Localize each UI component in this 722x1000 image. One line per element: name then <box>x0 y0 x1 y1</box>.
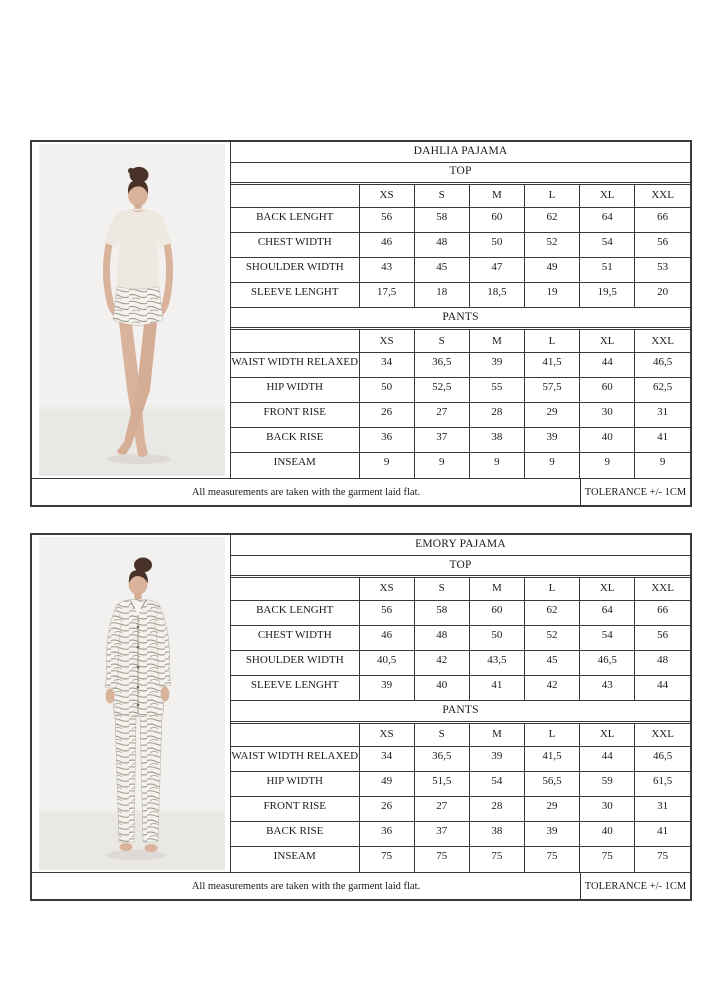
measurement-value: 44 <box>580 746 635 771</box>
measurement-value: 43,5 <box>469 651 524 676</box>
measurement-value: 31 <box>635 403 690 428</box>
measurement-value: 27 <box>414 797 469 822</box>
measurement-label: CHEST WIDTH <box>231 232 359 257</box>
size-header-blank <box>231 329 359 353</box>
measurement-value: 48 <box>635 651 690 676</box>
size-header-cell: XL <box>580 329 635 353</box>
size-header-cell: XXL <box>635 183 690 207</box>
measurement-value: 26 <box>359 797 414 822</box>
dahlia-photo-illustration <box>39 144 225 476</box>
measurement-value: 38 <box>469 822 524 847</box>
measurement-label: HIP WIDTH <box>231 378 359 403</box>
measurement-value: 39 <box>524 822 579 847</box>
measurement-value: 64 <box>580 600 635 625</box>
measurement-value: 75 <box>580 847 635 872</box>
section-top-title: TOP <box>231 555 690 576</box>
measurement-value: 30 <box>580 403 635 428</box>
measurement-value: 75 <box>414 847 469 872</box>
measurement-value: 19 <box>524 282 579 307</box>
section-top-title: TOP <box>231 162 690 183</box>
measurement-label: BACK RISE <box>231 428 359 453</box>
measurement-value: 60 <box>469 207 524 232</box>
measurement-value: 56 <box>359 207 414 232</box>
measurement-value: 36 <box>359 822 414 847</box>
measurement-value: 62 <box>524 207 579 232</box>
measurement-value: 42 <box>524 676 579 701</box>
measurement-value: 45 <box>414 257 469 282</box>
measurement-label: SHOULDER WIDTH <box>231 651 359 676</box>
measurement-row <box>231 428 690 453</box>
measurement-label: SHOULDER WIDTH <box>231 257 359 282</box>
measurement-value: 51,5 <box>414 771 469 796</box>
table-title: EMORY PAJAMA <box>231 535 690 555</box>
size-header-cell: XXL <box>635 329 690 353</box>
measurement-value: 39 <box>469 353 524 378</box>
size-header-row <box>231 183 690 207</box>
measurement-value: 36,5 <box>414 353 469 378</box>
measurement-value: 41,5 <box>524 353 579 378</box>
measurement-value: 75 <box>359 847 414 872</box>
measurement-value: 34 <box>359 353 414 378</box>
measurement-value: 60 <box>469 600 524 625</box>
measurement-value: 75 <box>635 847 690 872</box>
measurement-label: BACK RISE <box>231 822 359 847</box>
size-header-cell: L <box>524 329 579 353</box>
size-header-cell: S <box>414 722 469 746</box>
measurement-value: 39 <box>469 746 524 771</box>
measurement-label: BACK LENGHT <box>231 207 359 232</box>
measurement-value: 53 <box>635 257 690 282</box>
measurement-value: 39 <box>524 428 579 453</box>
size-header-row <box>231 576 690 600</box>
measurement-value: 62,5 <box>635 378 690 403</box>
measurement-row <box>231 847 690 872</box>
measurement-value: 26 <box>359 403 414 428</box>
table-title: DAHLIA PAJAMA <box>231 142 690 162</box>
measurement-row <box>231 232 690 257</box>
measurement-value: 52 <box>524 626 579 651</box>
measurement-value: 41,5 <box>524 746 579 771</box>
measurement-row <box>231 207 690 232</box>
size-chart-dahlia <box>30 140 692 507</box>
measurement-value: 45 <box>524 651 579 676</box>
measurement-value: 41 <box>469 676 524 701</box>
measurement-row <box>231 403 690 428</box>
size-header-cell: M <box>469 183 524 207</box>
measurement-value: 9 <box>524 453 579 478</box>
measurement-row <box>231 282 690 307</box>
measurement-value: 48 <box>414 626 469 651</box>
measurement-value: 38 <box>469 428 524 453</box>
measurement-value: 51 <box>580 257 635 282</box>
measurement-value: 43 <box>580 676 635 701</box>
emory-main-area <box>32 535 690 872</box>
measurement-value: 61,5 <box>635 771 690 796</box>
size-header-cell: XL <box>580 183 635 207</box>
measurement-value: 18 <box>414 282 469 307</box>
measurement-value: 64 <box>580 207 635 232</box>
table-title-row <box>231 142 690 162</box>
measurement-label: BACK LENGHT <box>231 600 359 625</box>
measurement-value: 50 <box>469 626 524 651</box>
measurement-value: 62 <box>524 600 579 625</box>
measurement-row <box>231 771 690 796</box>
size-header-cell: M <box>469 722 524 746</box>
dahlia-main-area <box>32 142 690 478</box>
measurement-value: 34 <box>359 746 414 771</box>
section-top-row <box>231 555 690 576</box>
measurement-row <box>231 797 690 822</box>
measurement-note: All measurements are taken with the garment laid flat. <box>191 880 421 892</box>
size-header-cell: XL <box>580 722 635 746</box>
size-header-cell: M <box>469 329 524 353</box>
measurement-value: 56,5 <box>524 771 579 796</box>
measurement-value: 29 <box>524 797 579 822</box>
measurement-label: FRONT RISE <box>231 403 359 428</box>
measurement-value: 66 <box>635 600 690 625</box>
measurement-value: 30 <box>580 797 635 822</box>
measurement-note: All measurements are taken with the garment laid flat. <box>191 486 421 498</box>
measurement-value: 28 <box>469 797 524 822</box>
measurement-value: 46 <box>359 626 414 651</box>
measurement-row <box>231 453 690 478</box>
measurement-value: 9 <box>469 453 524 478</box>
size-header-cell: XXL <box>635 722 690 746</box>
size-header-cell: S <box>414 329 469 353</box>
measurement-value: 44 <box>580 353 635 378</box>
section-pants-row <box>231 307 690 328</box>
measurement-value: 58 <box>414 207 469 232</box>
size-header-cell: L <box>524 722 579 746</box>
measurement-label: CHEST WIDTH <box>231 626 359 651</box>
measurement-value: 9 <box>635 453 690 478</box>
measurement-value: 56 <box>359 600 414 625</box>
section-pants-title: PANTS <box>231 307 690 328</box>
size-chart-emory <box>30 533 692 901</box>
dahlia-footer <box>32 478 690 505</box>
size-header-cell: S <box>414 183 469 207</box>
measurement-value: 54 <box>469 771 524 796</box>
measurement-value: 46,5 <box>580 651 635 676</box>
size-header-cell: XXL <box>635 576 690 600</box>
measurement-label: INSEAM <box>231 847 359 872</box>
measurement-value: 58 <box>414 600 469 625</box>
measurement-label: FRONT RISE <box>231 797 359 822</box>
measurement-value: 18,5 <box>469 282 524 307</box>
measurement-value: 47 <box>469 257 524 282</box>
measurement-value: 46 <box>359 232 414 257</box>
tolerance-note: TOLERANCE +/- 1CM <box>580 479 690 505</box>
measurement-value: 19,5 <box>580 282 635 307</box>
measurement-value: 41 <box>635 428 690 453</box>
measurement-value: 56 <box>635 232 690 257</box>
measurement-value: 50 <box>359 378 414 403</box>
measurement-value: 40 <box>580 822 635 847</box>
size-header-blank <box>231 722 359 746</box>
measurement-value: 40,5 <box>359 651 414 676</box>
emory-photo-illustration <box>39 537 225 870</box>
measurement-value: 48 <box>414 232 469 257</box>
measurement-row <box>231 353 690 378</box>
table-title-row <box>231 535 690 555</box>
measurement-row <box>231 746 690 771</box>
size-header-cell: L <box>524 183 579 207</box>
measurement-label: SLEEVE LENGHT <box>231 676 359 701</box>
size-header-cell: XS <box>359 183 414 207</box>
measurement-value: 66 <box>635 207 690 232</box>
size-header-cell: M <box>469 576 524 600</box>
measurement-label: INSEAM <box>231 453 359 478</box>
size-header-blank <box>231 576 359 600</box>
measurement-value: 20 <box>635 282 690 307</box>
measurement-value: 28 <box>469 403 524 428</box>
measurement-value: 75 <box>524 847 579 872</box>
measurement-value: 54 <box>580 232 635 257</box>
measurement-row <box>231 676 690 701</box>
size-header-blank <box>231 183 359 207</box>
size-header-cell: L <box>524 576 579 600</box>
size-header-row <box>231 722 690 746</box>
measurement-value: 75 <box>469 847 524 872</box>
measurement-row <box>231 378 690 403</box>
measurement-label: HIP WIDTH <box>231 771 359 796</box>
size-header-row <box>231 329 690 353</box>
dahlia-size-table <box>231 142 690 478</box>
size-header-cell: XS <box>359 722 414 746</box>
measurement-value: 55 <box>469 378 524 403</box>
measurement-value: 36 <box>359 428 414 453</box>
measurement-value: 43 <box>359 257 414 282</box>
size-header-cell: XS <box>359 576 414 600</box>
measurement-value: 39 <box>359 676 414 701</box>
measurement-value: 46,5 <box>635 353 690 378</box>
dahlia-model-photo <box>32 142 231 478</box>
section-top-row <box>231 162 690 183</box>
measurement-label: SLEEVE LENGHT <box>231 282 359 307</box>
measurement-row <box>231 626 690 651</box>
measurement-label: WAIST WIDTH RELAXED <box>231 746 359 771</box>
section-pants-title: PANTS <box>231 701 690 722</box>
measurement-value: 59 <box>580 771 635 796</box>
measurement-row <box>231 600 690 625</box>
measurement-value: 60 <box>580 378 635 403</box>
size-header-cell: XL <box>580 576 635 600</box>
measurement-value: 42 <box>414 651 469 676</box>
measurement-value: 40 <box>414 676 469 701</box>
measurement-value: 49 <box>359 771 414 796</box>
measurement-value: 56 <box>635 626 690 651</box>
emory-model-photo <box>32 535 231 872</box>
measurement-value: 46,5 <box>635 746 690 771</box>
measurement-value: 9 <box>414 453 469 478</box>
measurement-value: 44 <box>635 676 690 701</box>
measurement-value: 29 <box>524 403 579 428</box>
measurement-value: 57,5 <box>524 378 579 403</box>
size-header-cell: S <box>414 576 469 600</box>
measurement-value: 49 <box>524 257 579 282</box>
measurement-value: 52 <box>524 232 579 257</box>
measurement-row <box>231 822 690 847</box>
measurement-value: 50 <box>469 232 524 257</box>
section-pants-row <box>231 701 690 722</box>
tolerance-note: TOLERANCE +/- 1CM <box>580 873 690 899</box>
measurement-value: 27 <box>414 403 469 428</box>
measurement-value: 31 <box>635 797 690 822</box>
measurement-label: WAIST WIDTH RELAXED <box>231 353 359 378</box>
measurement-value: 41 <box>635 822 690 847</box>
measurement-value: 9 <box>580 453 635 478</box>
measurement-value: 37 <box>414 428 469 453</box>
emory-footer <box>32 872 690 899</box>
measurement-value: 37 <box>414 822 469 847</box>
measurement-value: 40 <box>580 428 635 453</box>
measurement-row <box>231 651 690 676</box>
measurement-value: 9 <box>359 453 414 478</box>
measurement-value: 17,5 <box>359 282 414 307</box>
measurement-value: 36,5 <box>414 746 469 771</box>
measurement-value: 52,5 <box>414 378 469 403</box>
measurement-row <box>231 257 690 282</box>
emory-size-table <box>231 535 690 872</box>
measurement-value: 54 <box>580 626 635 651</box>
size-header-cell: XS <box>359 329 414 353</box>
